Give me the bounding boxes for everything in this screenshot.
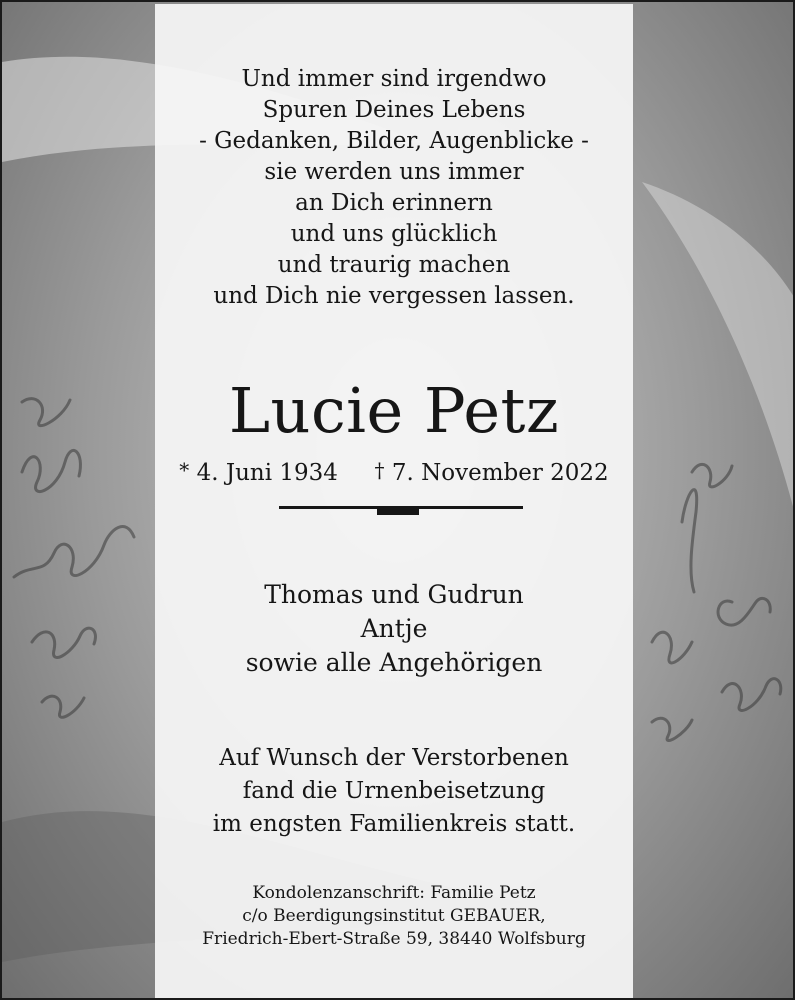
divider-center-bar bbox=[377, 506, 419, 515]
poem-line: und Dich nie vergessen lassen. bbox=[213, 283, 575, 309]
poem-line: - Gedanken, Bilder, Augenblicke - bbox=[199, 128, 589, 154]
address-line: Kondolenzanschrift: Familie Petz bbox=[252, 883, 536, 903]
mourners bbox=[155, 578, 633, 680]
poem-line: und uns glücklich bbox=[290, 221, 498, 247]
poem-line: an Dich erinnern bbox=[295, 190, 493, 216]
life-dates bbox=[155, 458, 633, 488]
notice-line: Auf Wunsch der Verstorbenen bbox=[219, 745, 569, 771]
mourner-line: Antje bbox=[360, 614, 428, 643]
birth-star-icon: * bbox=[179, 458, 190, 482]
deceased-name: Lucie Petz bbox=[228, 374, 560, 447]
burial-notice bbox=[155, 742, 633, 841]
condolence-address bbox=[155, 882, 633, 951]
death-date: 7. November 2022 bbox=[391, 460, 609, 486]
notice-line: im engsten Familienkreis statt. bbox=[212, 811, 576, 837]
notice-line: fand die Urnenbeisetzung bbox=[242, 778, 546, 804]
memorial-poem bbox=[155, 64, 633, 312]
death-cross-icon: † bbox=[374, 458, 385, 482]
mourner-line: sowie alle Angehörigen bbox=[245, 648, 543, 677]
address-line: Friedrich-Ebert-Straße 59, 38440 Wolfsburg bbox=[202, 929, 586, 949]
address-line: c/o Beerdigungsinstitut GEBAUER, bbox=[242, 906, 546, 926]
poem-line: und traurig machen bbox=[277, 252, 511, 278]
birth-date: 4. Juni 1934 bbox=[196, 460, 338, 486]
poem-line: Und immer sind irgendwo bbox=[241, 66, 547, 92]
mourner-line: Thomas und Gudrun bbox=[264, 580, 524, 609]
poem-line: Spuren Deines Lebens bbox=[262, 97, 526, 123]
poem-line: sie werden uns immer bbox=[264, 159, 524, 185]
